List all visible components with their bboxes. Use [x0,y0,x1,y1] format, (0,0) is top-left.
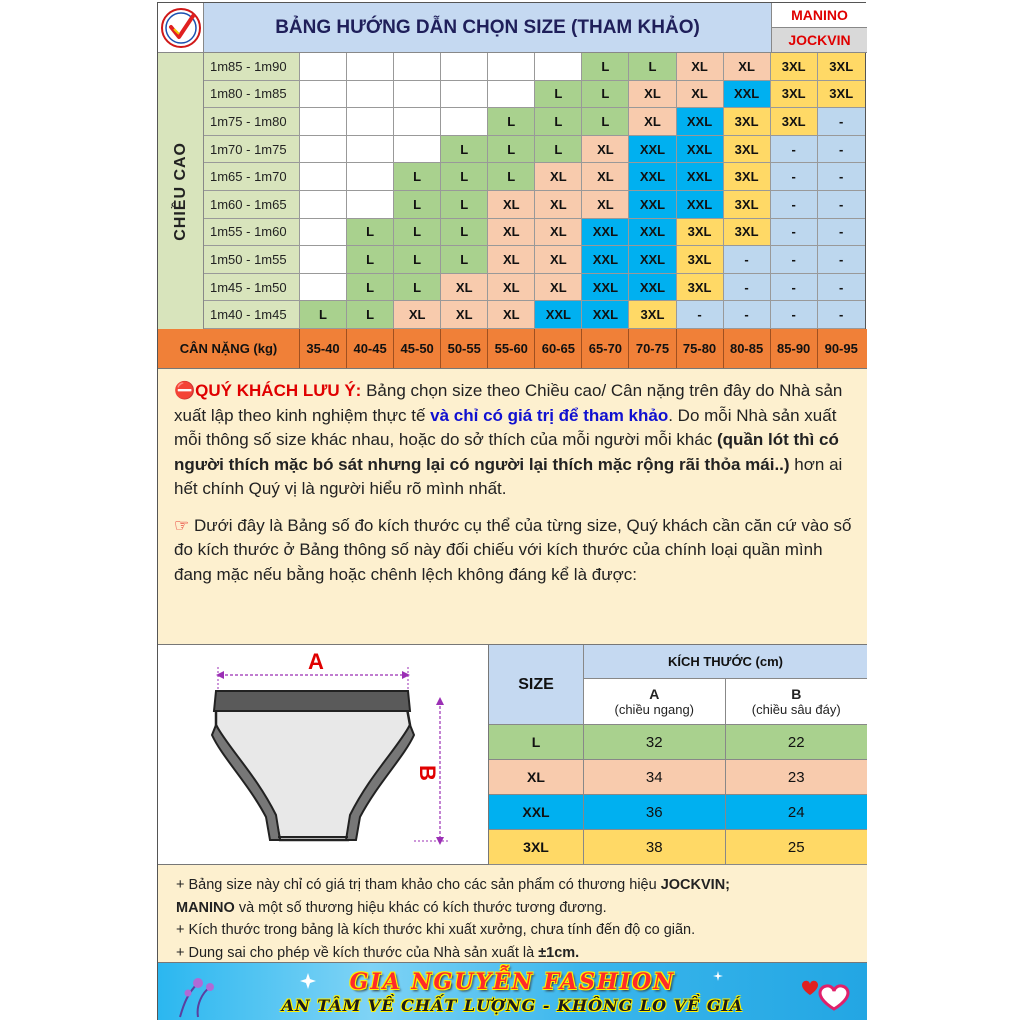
size-cell [347,136,394,164]
size-cell: 3XL [629,301,676,329]
measurement-row [489,760,867,795]
size-cell: L [535,81,582,109]
size-cell: L [582,108,629,136]
size-cell [300,136,347,164]
size-cell: XL [535,163,582,191]
size-cell [300,53,347,81]
column-a-desc: (chiều ngang) [614,702,694,717]
size-cell [300,219,347,247]
size-cell: L [394,246,441,274]
dimension-value-b: 22 [787,733,805,751]
size-cell: XL [582,163,629,191]
warning-label: QUÝ KHÁCH LƯU Ý: [195,381,362,400]
size-cell: - [771,246,818,274]
quality-logo [158,3,204,53]
size-cell: 3XL [724,163,771,191]
measurement-row [489,830,867,865]
dimension-header: KÍCH THƯỚC (cm) [584,645,867,679]
dimension-value-b: 25 [787,838,805,856]
size-cell: XL [582,191,629,219]
size-cell: 3XL [677,219,724,247]
size-cell: L [488,136,535,164]
size-cell: 3XL [724,191,771,219]
size-cell: XXL [582,219,629,247]
brand-jockvin: JOCKVIN [771,28,867,53]
size-cell [488,53,535,81]
size-cell [394,136,441,164]
size-cell [300,81,347,109]
column-a-header [584,679,726,725]
measurement-row [489,795,867,830]
size-cell: - [724,274,771,302]
size-cell: L [488,108,535,136]
size-cell: - [724,301,771,329]
dimension-value-a: 36 [584,795,726,829]
underwear-diagram [158,645,489,865]
shop-banner [158,963,867,1020]
size-name: L [489,725,584,759]
size-cell: - [818,219,865,247]
size-cell: XL [488,191,535,219]
note-highlight: và chỉ có giá trị để tham khảo [430,405,669,425]
height-range-label: 1m40 - 1m45 [204,301,300,329]
size-cell: XXL [629,246,676,274]
dimension-value-a: 34 [584,760,726,794]
note-text: Dưới đây là Bảng số đo kích thước cụ thể của từng size, Quý khách cần căn cứ vào số đo kích thước ở Bảng thông số này đối chiếu với kích thước của chính loại quần mình đang mặc nếu bằng hoặc chênh lệch không đáng kể là được: [174,515,852,584]
size-cell: XXL [629,136,676,164]
size-guide-sheet [157,2,866,1020]
note-text: và một số thương hiệu khác có kích thước tương đương. [234,899,607,916]
size-cell: L [441,191,488,219]
weight-range-label: 50-55 [441,329,488,368]
size-cell: - [818,136,865,164]
size-cell [300,191,347,219]
size-cell: XL [488,301,535,329]
shop-name: GIA NGUYỄN FASHION [349,969,676,995]
brand-manino: MANINO [771,3,867,28]
size-cell [488,81,535,109]
size-cell: XL [677,53,724,81]
size-cell: XL [441,274,488,302]
size-cell: XXL [629,274,676,302]
size-cell: L [394,163,441,191]
size-cell: L [394,274,441,302]
size-cell: XXL [677,163,724,191]
measurement-table [489,645,867,865]
size-grid-row [204,136,867,164]
size-cell: XXL [629,219,676,247]
size-cell: XXL [724,81,771,109]
size-cell [441,81,488,109]
label-b: B [415,765,440,781]
weight-range-label: 75-80 [677,329,724,368]
size-cell: XXL [582,301,629,329]
size-cell [300,163,347,191]
size-name: 3XL [489,830,584,864]
height-range-label: 1m50 - 1m55 [204,246,300,274]
size-cell: XXL [677,108,724,136]
note-bold: (quần lót thì có người thích mặc bó sát nhưng lại có người lại thích mặc rộng rãi thỏa mái..) [174,430,839,474]
dimension-value-b: 24 [787,803,805,821]
size-cell: - [771,274,818,302]
size-cell: XL [629,81,676,109]
size-cell: XL [488,274,535,302]
size-cell: L [535,108,582,136]
size-cell: XL [394,301,441,329]
size-cell: L [535,136,582,164]
size-cell: 3XL [724,108,771,136]
size-cell: L [347,219,394,247]
size-cell: XL [535,219,582,247]
size-cell [347,191,394,219]
brand-manino-bold: MANINO [176,899,235,916]
size-cell: L [347,274,394,302]
shop-slogan: AN TÂM VỀ CHẤT LƯỢNG - KHÔNG LO VỀ GIÁ [281,996,744,1015]
size-cell: - [724,246,771,274]
weight-range-label: 80-85 [724,329,771,368]
size-cell: - [818,301,865,329]
size-grid-row [204,301,867,329]
size-grid [204,53,867,329]
size-cell: 3XL [724,136,771,164]
size-cell: L [488,163,535,191]
column-b-desc: (chiều sâu đáy) [751,702,841,717]
size-cell [347,81,394,109]
note-text: + Dung sai cho phép về kích thước của Nhà sản xuất là [176,944,539,961]
size-cell [300,108,347,136]
size-cell: 3XL [724,219,771,247]
height-range-label: 1m60 - 1m65 [204,191,300,219]
size-cell: - [818,163,865,191]
footer-notes [158,865,867,963]
note-text: + Bảng size này chỉ có giá trị tham khảo cho các sản phẩm có thương hiệu [176,877,661,893]
size-cell: 3XL [818,81,865,109]
weight-range-label: 65-70 [582,329,629,368]
size-cell: - [818,191,865,219]
size-cell: - [818,246,865,274]
column-b-label: B [791,686,802,702]
size-cell: XL [488,246,535,274]
footer-note-2: + Kích thước trong bảng là kích thước khi xuất xưởng, chưa tính đến độ co giãn. [176,922,696,938]
size-cell: - [818,108,865,136]
page-title: BẢNG HƯỚNG DẪN CHỌN SIZE (THAM KHẢO) [204,3,771,53]
weight-range-label: 90-95 [824,341,858,356]
size-cell: 3XL [771,81,818,109]
weight-range-label: 60-65 [535,329,582,368]
size-cell: - [677,301,724,329]
brand-jockvin-bold: JOCKVIN; [660,877,730,893]
height-range-label: 1m80 - 1m85 [204,81,300,109]
size-cell: L [582,53,629,81]
size-column-header: SIZE [489,645,584,725]
size-cell [394,53,441,81]
column-b-header [726,679,868,725]
note-text: Bảng chọn size theo Chiều cao/ Cân nặng trên đây do Nhà sản xuất lập theo kinh nghiệm thực tế [174,381,843,425]
height-range-label: 1m85 - 1m90 [204,53,300,81]
height-axis-label [158,53,204,329]
size-cell: XL [535,246,582,274]
note-paragraph-1 [174,379,853,502]
height-range-label: 1m45 - 1m50 [204,274,300,302]
size-cell [535,53,582,81]
weight-range-label: 70-75 [629,329,676,368]
size-cell: XXL [629,191,676,219]
size-cell [347,163,394,191]
size-name: XXL [489,795,584,829]
size-cell: L [394,191,441,219]
size-cell [347,53,394,81]
size-cell: XL [724,53,771,81]
label-a: A [308,649,324,674]
dimension-value-a: 32 [584,725,726,759]
weight-axis-row [158,329,867,369]
size-cell: - [818,274,865,302]
measurement-row [489,725,867,760]
size-cell: L [582,81,629,109]
column-a-label: A [649,686,660,702]
size-cell: 3XL [677,246,724,274]
height-range-label: 1m65 - 1m70 [204,163,300,191]
weight-range-label: 35-40 [300,329,347,368]
dimension-value-b: 23 [787,768,805,786]
size-cell: 3XL [771,53,818,81]
size-cell: XL [677,81,724,109]
size-cell: XL [441,301,488,329]
note-text: hơn ai hết chính Quý vị là người hiểu rõ mình nhất. [174,454,843,498]
height-range-label: 1m55 - 1m60 [204,219,300,247]
size-grid-row [204,191,867,219]
size-cell: XXL [582,246,629,274]
weight-range-label: 45-50 [394,329,441,368]
size-cell [394,108,441,136]
size-cell: XL [629,108,676,136]
size-cell: - [771,163,818,191]
size-cell: XXL [535,301,582,329]
size-cell [347,108,394,136]
weight-range-label: 55-60 [488,329,535,368]
size-cell: XXL [629,163,676,191]
size-cell: XL [488,219,535,247]
note-text: . Do mỗi Nhà sản xuất mỗi thông số size khác nhau, hoặc do sở thích của mỗi người mỗi khác [174,405,837,449]
size-cell: L [394,219,441,247]
customer-note [158,369,867,645]
size-cell: - [771,301,818,329]
size-cell: - [771,136,818,164]
dimension-value-a: 38 [584,830,726,864]
size-cell: - [771,219,818,247]
size-cell [441,108,488,136]
size-grid-row [204,274,867,302]
size-cell [394,81,441,109]
size-cell: XXL [677,136,724,164]
size-cell: 3XL [677,274,724,302]
footer-note-1 [176,874,857,919]
size-cell: - [771,191,818,219]
size-cell: L [441,136,488,164]
size-cell: L [441,246,488,274]
weight-axis-label: CÂN NẶNG (kg) [158,329,300,368]
pointing-hand-icon: ☞ [174,515,190,535]
size-cell: L [300,301,347,329]
size-grid-row [204,219,867,247]
height-range-label: 1m75 - 1m80 [204,108,300,136]
size-cell [441,53,488,81]
size-cell: L [441,163,488,191]
size-cell: L [441,219,488,247]
size-grid-row [204,163,867,191]
size-grid-row [204,246,867,274]
size-cell: XXL [677,191,724,219]
size-cell [300,274,347,302]
size-cell: XL [582,136,629,164]
size-cell: 3XL [771,108,818,136]
no-entry-icon: ⛔ [174,381,196,400]
height-axis-text: CHIỀU CAO [171,141,189,241]
size-cell: XL [535,274,582,302]
size-cell: XL [535,191,582,219]
size-cell: L [347,301,394,329]
checkmark-seal-icon [158,3,204,53]
weight-range-label: 40-45 [347,329,394,368]
footer-note-3 [176,942,857,965]
size-cell: 3XL [818,53,865,81]
size-cell: L [629,53,676,81]
note-paragraph-2 [174,514,853,588]
size-cell: L [347,246,394,274]
tolerance-value: ±1cm. [538,944,580,961]
briefs-illustration [158,645,489,865]
height-range-label: 1m70 - 1m75 [204,136,300,164]
size-cell [300,246,347,274]
size-grid-row [204,81,867,109]
size-grid-row [204,108,867,136]
weight-range-label: 85-90 [771,329,818,368]
size-cell: XXL [582,274,629,302]
size-grid-row [204,53,867,81]
size-name: XL [489,760,584,794]
